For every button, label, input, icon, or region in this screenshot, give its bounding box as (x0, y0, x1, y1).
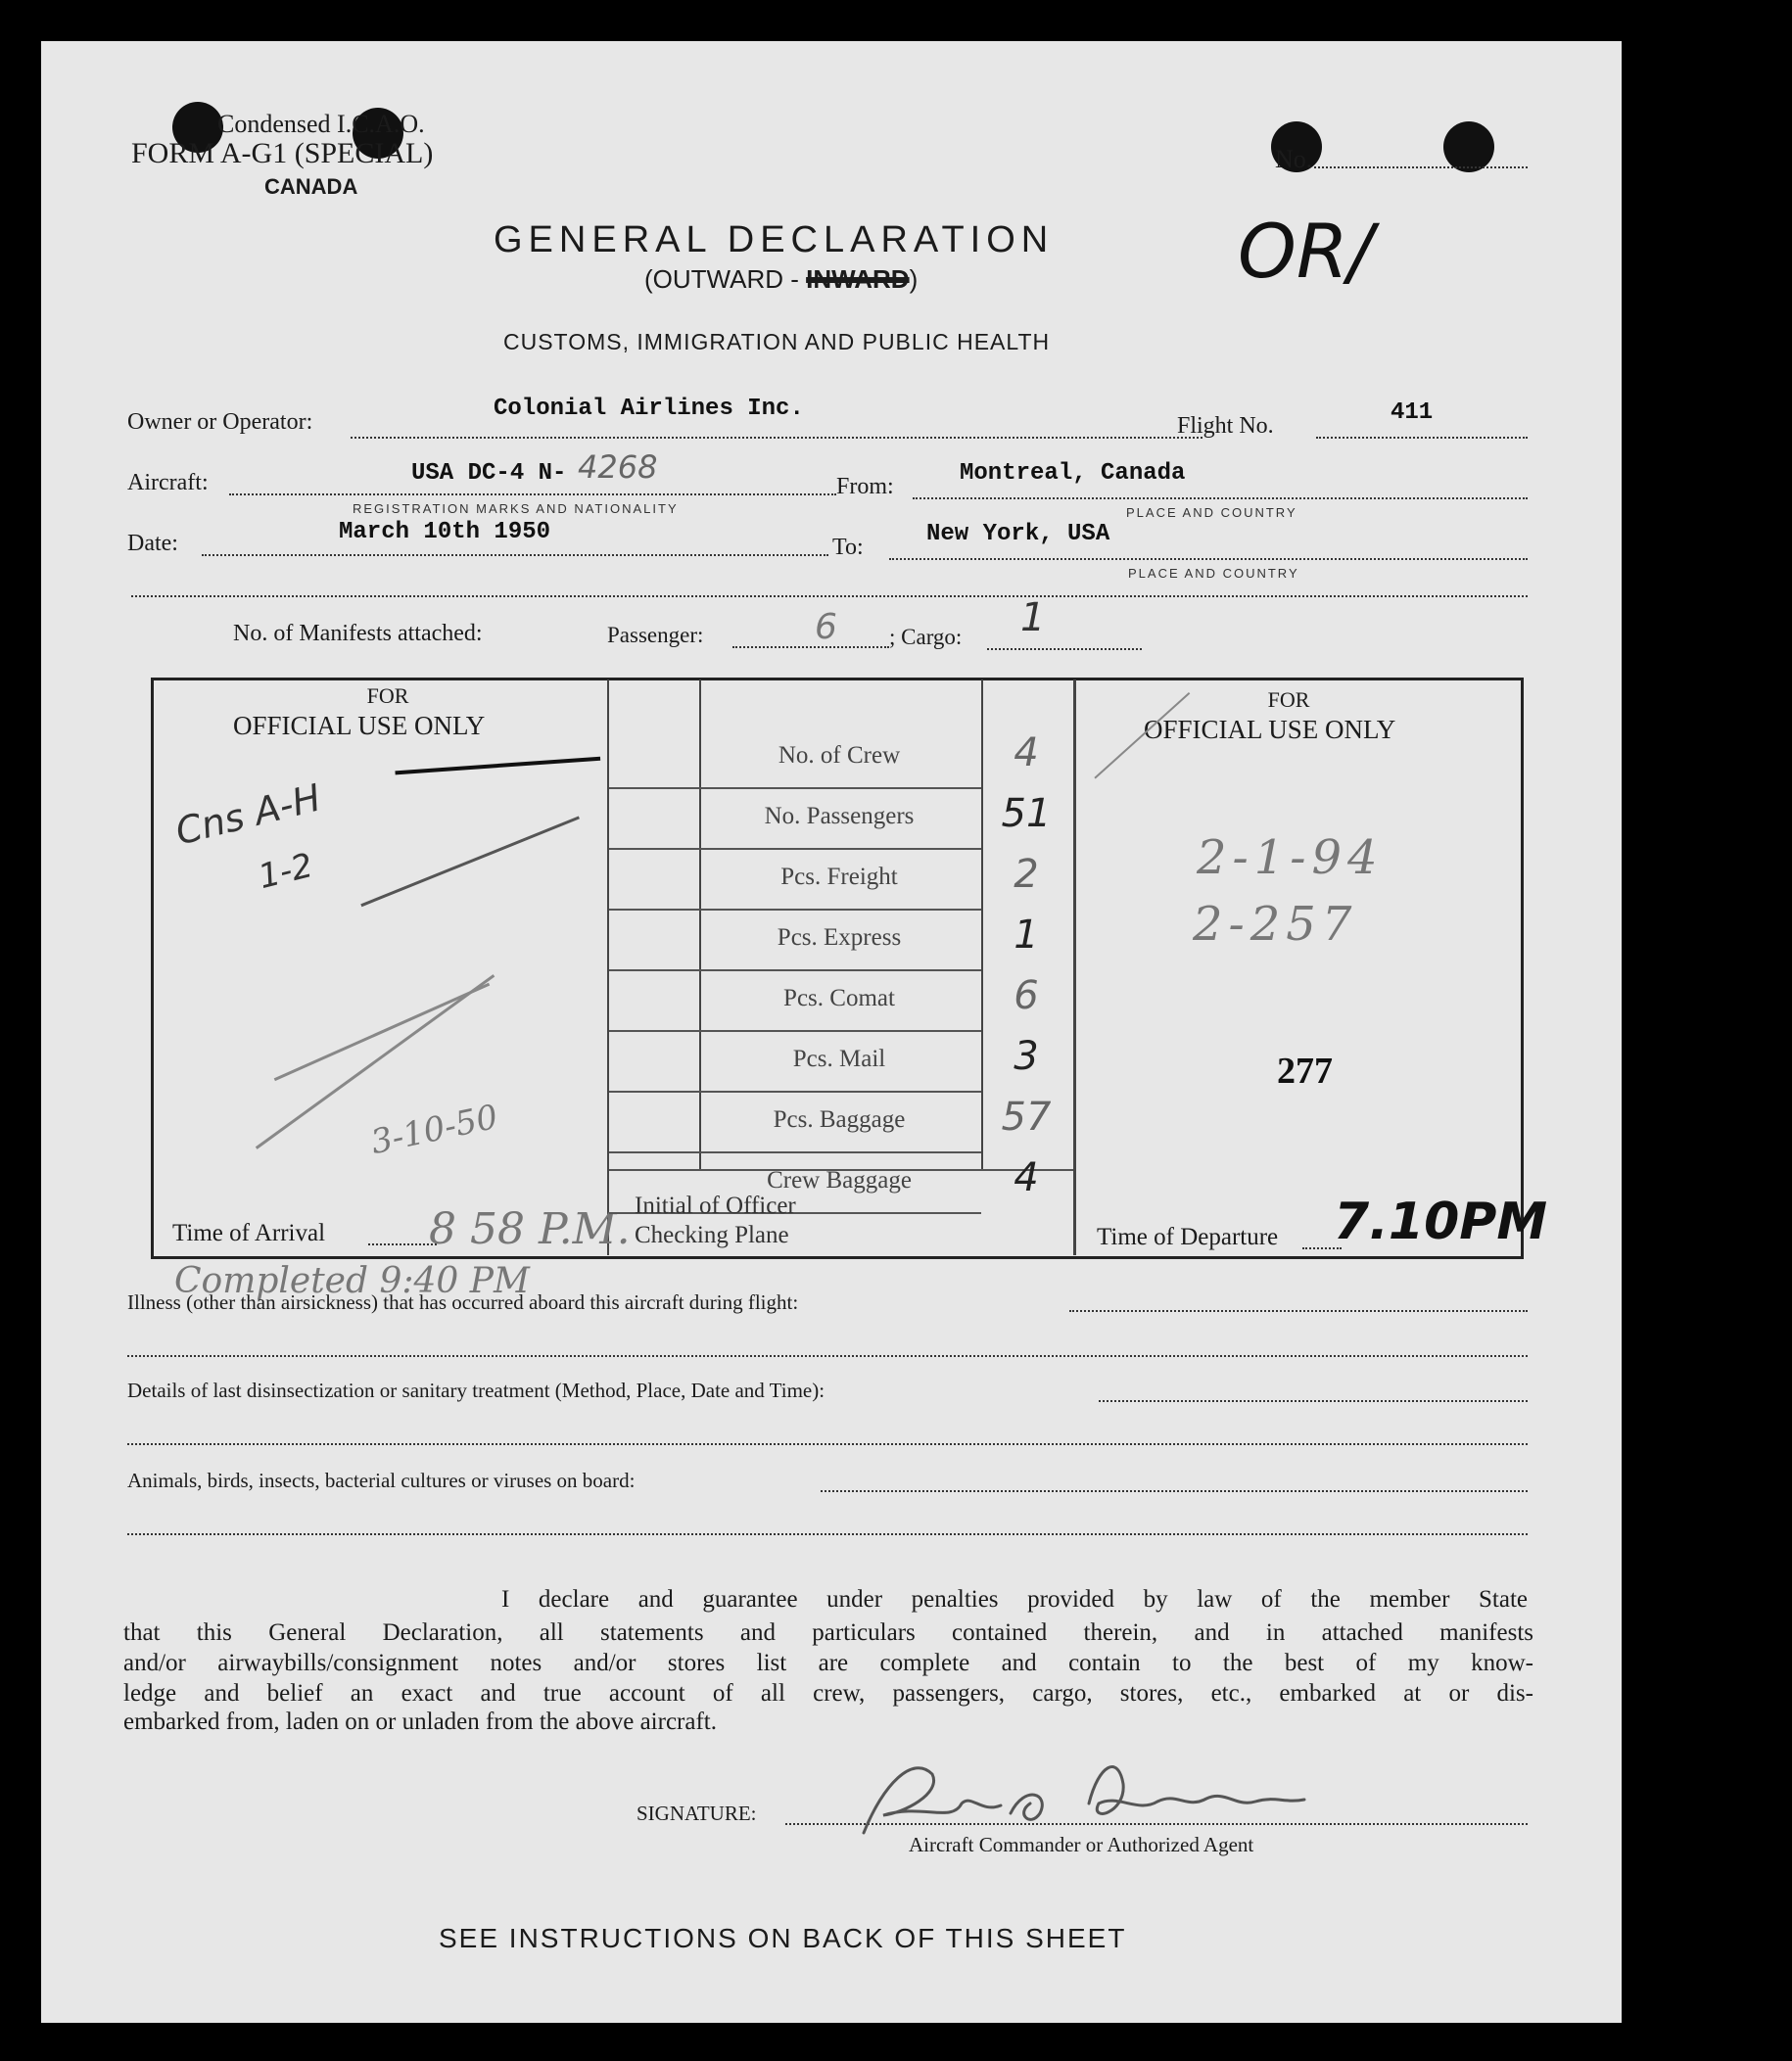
arrival-line (368, 1243, 437, 1245)
count-row-label: Pcs. Express (777, 924, 902, 951)
count-row-divider (609, 909, 981, 911)
count-row-label: Pcs. Comat (783, 985, 895, 1011)
count-row-value: 1 (1014, 913, 1039, 958)
declaration-line-3: and/or airwaybills/consignment notes and/or stores list are complete and contain to the best of my know- (123, 1650, 1533, 1676)
right-note-3: 277 (1277, 1051, 1333, 1092)
manifests-label: No. of Manifests attached: (233, 621, 483, 646)
owner-line (351, 437, 1203, 439)
illness-line-2 (127, 1355, 1528, 1357)
form-header-line2: FORM A-G1 (SPECIAL) (131, 137, 434, 169)
flight-label: Flight No. (1177, 413, 1274, 439)
form-header-line1: Condensed I.C.A.O. (217, 110, 425, 138)
animals-question: Animals, birds, insects, bacterial cultures or viruses on board: (127, 1469, 636, 1492)
count-row-value: 3 (1014, 1034, 1039, 1079)
subtitle-struck: INWARD (806, 264, 910, 294)
from-label: From: (836, 474, 894, 499)
form-sheet (41, 41, 1622, 2023)
subtitle-open: (OUTWARD - (644, 264, 807, 294)
count-row-divider (609, 1030, 981, 1032)
count-row-label: No. of Crew (778, 742, 901, 769)
arrival-value: 8 58 P.M. (429, 1204, 631, 1254)
passenger-line (732, 646, 889, 648)
count-row-divider (609, 1091, 981, 1093)
count-row-label: Pcs. Freight (780, 864, 898, 890)
flight-value: 411 (1391, 399, 1434, 426)
from-caption: PLACE AND COUNTRY (1126, 505, 1297, 520)
aircraft-number-handwritten: 4268 (578, 448, 658, 486)
count-row-label: No. Passengers (764, 803, 915, 829)
owner-value: Colonial Airlines Inc. (494, 396, 804, 422)
date-label: Date: (127, 531, 178, 556)
count-row-value: 4 (1014, 1155, 1039, 1200)
subtitle-close: ) (909, 264, 919, 294)
illness-question: Illness (other than airsickness) that has occurred aboard this aircraft during flight: (127, 1290, 799, 1314)
subheading: CUSTOMS, IMMIGRATION AND PUBLIC HEALTH (503, 329, 1051, 354)
grid-divider (981, 679, 983, 1169)
form-number-line (1314, 166, 1528, 168)
right-official-title: OFFICIAL USE ONLY (1144, 715, 1396, 744)
date-line (202, 554, 828, 556)
footer-instructions: SEE INSTRUCTIONS ON BACK OF THIS SHEET (439, 1923, 1127, 1953)
departure-label: Time of Departure (1097, 1224, 1279, 1250)
count-row-divider (609, 787, 981, 789)
left-note-date: 3-10-50 (367, 1097, 501, 1163)
subtitle (644, 264, 918, 295)
left-for-label: FOR (366, 683, 409, 708)
cargo-value: 1 (1020, 595, 1046, 640)
left-note-2: 1-2 (254, 845, 317, 898)
count-row-divider (609, 1151, 981, 1153)
passenger-label: Passenger: (607, 623, 704, 647)
page-title: GENERAL DECLARATION (494, 219, 1055, 260)
right-for-label: FOR (1267, 687, 1310, 712)
illness-line (1069, 1310, 1528, 1312)
animals-line-2 (127, 1533, 1528, 1535)
cargo-label: ; Cargo: (889, 625, 963, 649)
owner-label: Owner or Operator: (127, 409, 313, 435)
signature-caption: Aircraft Commander or Authorized Agent (909, 1833, 1254, 1856)
to-line (889, 558, 1528, 560)
initial-label-1: Initial of Officer (635, 1193, 796, 1219)
disinsect-line-2 (127, 1443, 1528, 1445)
count-row-value: 51 (1001, 791, 1052, 836)
count-row-value: 6 (1014, 973, 1039, 1018)
count-row-value: 4 (1014, 730, 1039, 775)
count-row-divider (609, 848, 981, 850)
cargo-line (987, 648, 1142, 650)
disinsect-question: Details of last disinsectization or sanitary treatment (Method, Place, Date and Time): (127, 1379, 825, 1402)
to-label: To: (832, 535, 864, 560)
flight-line (1316, 437, 1528, 439)
aircraft-label: Aircraft: (127, 470, 209, 495)
left-note-1: Cns A-H (170, 775, 325, 854)
date-value: March 10th 1950 (339, 519, 551, 545)
declaration-line-5: embarked from, laden on or unladen from the above aircraft. (123, 1709, 717, 1735)
grid-divider (1073, 679, 1076, 1255)
initial-label-2: Checking Plane (635, 1222, 789, 1248)
separator-line (131, 595, 1528, 597)
disinsect-line (1099, 1400, 1528, 1402)
declaration-line-4: ledge and belief an exact and true account of all crew, passengers, cargo, stores, etc., embarked at or dis- (123, 1680, 1533, 1707)
declaration-line-2: that this General Declaration, all statements and particulars contained therein, and in attached manifests (123, 1619, 1533, 1646)
animals-line (821, 1490, 1528, 1492)
declaration-line-1: I declare and guarantee under penalties provided by law of the member State (501, 1586, 1528, 1613)
from-value: Montreal, Canada (960, 460, 1186, 487)
to-caption: PLACE AND COUNTRY (1128, 566, 1299, 581)
signature-label: SIGNATURE: (637, 1802, 757, 1825)
aircraft-value: USA DC-4 N- (411, 460, 567, 487)
left-official-title: OFFICIAL USE ONLY (233, 711, 486, 740)
passenger-value: 6 (815, 607, 837, 647)
count-row-divider (609, 969, 981, 971)
right-note-2: 2-257 (1193, 897, 1358, 952)
count-row-label: Pcs. Baggage (773, 1106, 906, 1133)
right-note-1: 2-1-94 (1197, 830, 1384, 885)
count-row-label: Pcs. Mail (792, 1046, 886, 1072)
arrival-label: Time of Arrival (172, 1220, 326, 1246)
from-line (913, 497, 1528, 499)
form-number-label: No. (1275, 145, 1313, 173)
aircraft-line (229, 493, 836, 495)
form-header-line3: CANADA (264, 174, 358, 199)
punch-hole (1443, 121, 1494, 172)
aircraft-caption: REGISTRATION MARKS AND NATIONALITY (353, 501, 679, 516)
to-value: New York, USA (926, 521, 1110, 547)
departure-value: 7.10PM (1334, 1193, 1548, 1251)
completed-note: Completed 9:40 PM (174, 1261, 530, 1301)
count-row-value: 2 (1014, 852, 1039, 897)
count-row-label: Crew Baggage (767, 1167, 912, 1194)
grid-divider (699, 679, 701, 1169)
count-row-value: 57 (1001, 1095, 1052, 1140)
handwritten-code: OR/ (1238, 208, 1374, 295)
